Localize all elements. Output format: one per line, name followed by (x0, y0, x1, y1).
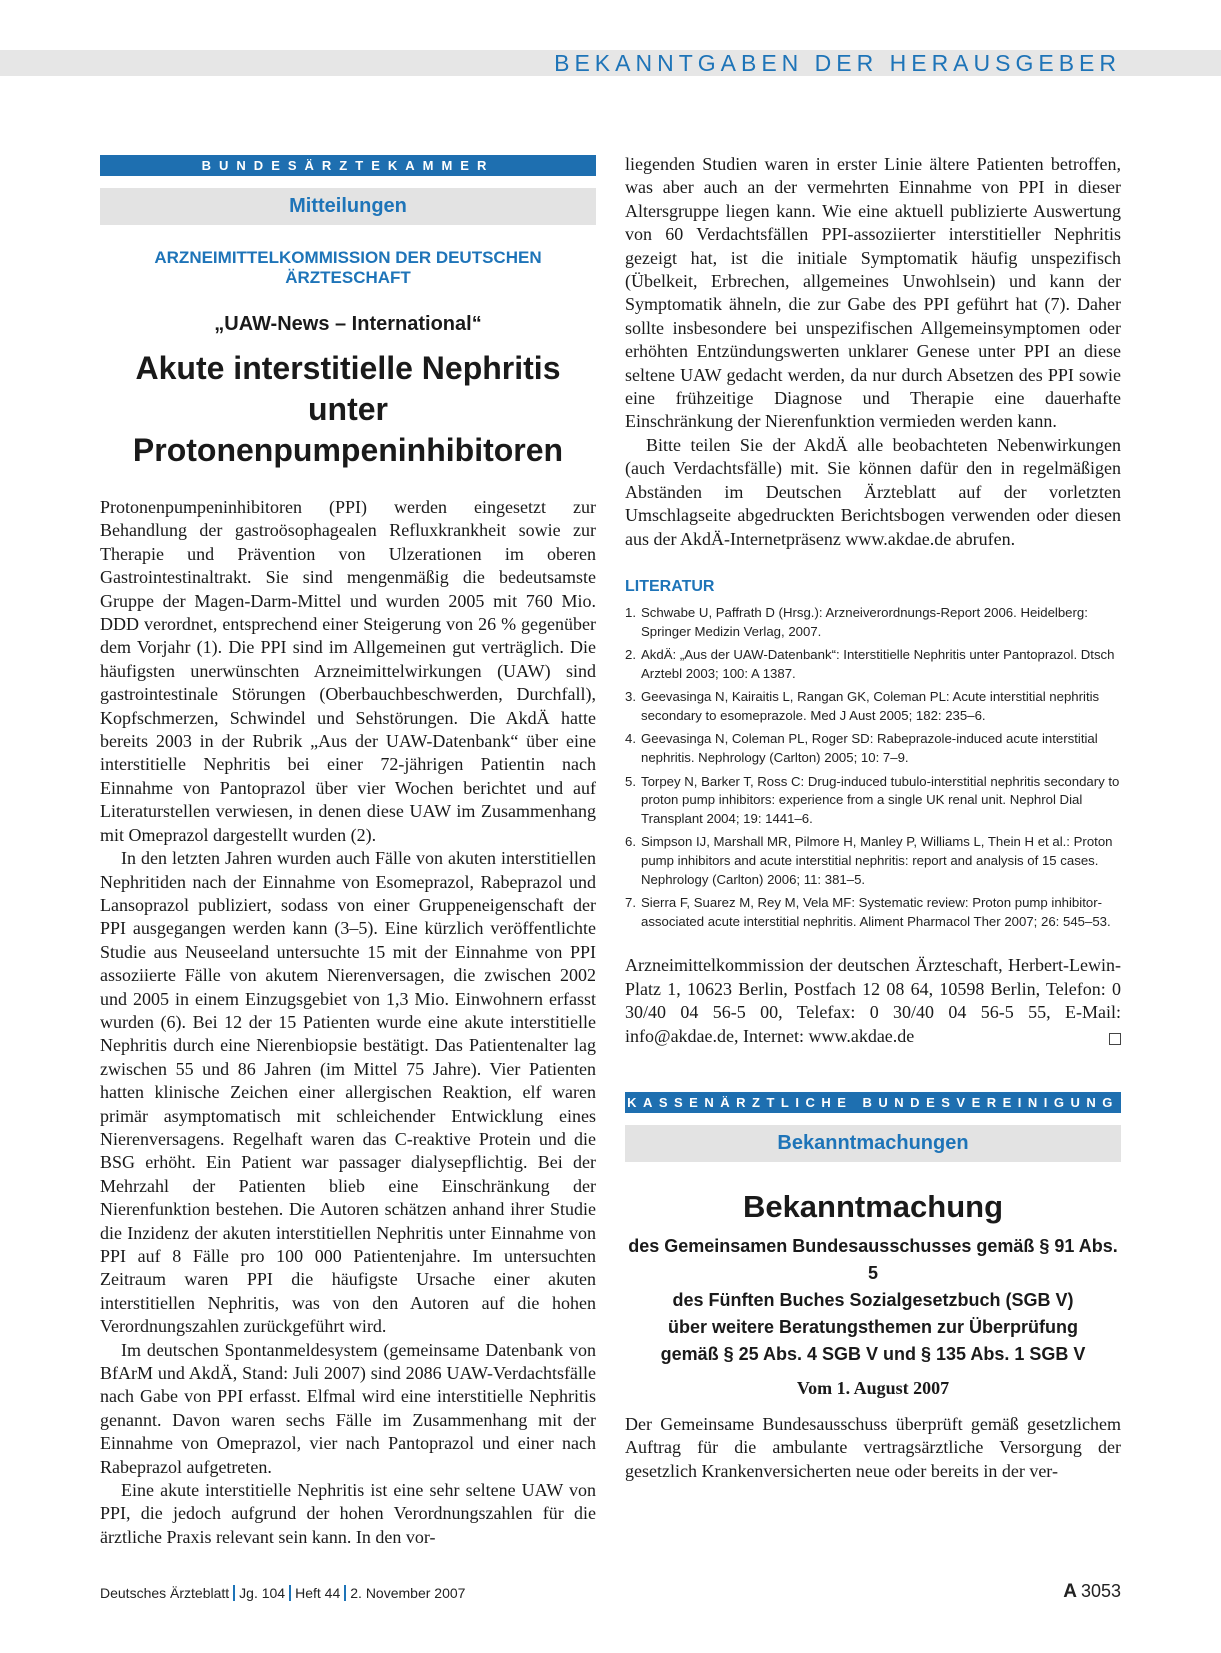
address-text: Arzneimittelkommission der deutschen Ärzteschaft, Herbert-Lewin-Platz 1, 10623 Berlin, Postfach 12 08 64, 10598 Berlin, Telefon: 0 30/40 04 56-5 00, Telefax: 0 30/40 04 56-5 55, E-Mail: info@akdae.de, Internet: www.akdae.de (625, 955, 1121, 1046)
article-body (100, 496, 596, 1549)
headline-line-2: Protonenpumpeninhibitoren (132, 432, 564, 468)
org-banner: BUNDESÄRZTEKAMMER (100, 155, 596, 176)
paragraph: Der Gemeinsame Bundesausschuss überprüft gemäß gesetzlichem Auftrag für die ambulante vertragsärztliche Versorgung der gesetzlich Krankenversicherten neue oder bereits in der ver- (625, 1414, 1121, 1481)
page-footer (100, 1585, 465, 1601)
category-banner-kbv: Bekanntmachungen (625, 1125, 1121, 1162)
headline-line-1: Akute interstitielle Nephritis unter (135, 350, 561, 427)
paragraph: In den letzten Jahren wurden auch Fälle von akuten interstitiellen Nephritiden nach der Einnahme von Esomeprazol, Rabeprazol und Lansoprazol publiziert, sodass von einer Gruppeneigenschaft der PPI ausgegangen werden kann (3–5). Eine kürzlich veröffentlichte Studie aus Neuseeland untersuchte 15 mit der Einnahme von PPI assoziierte Fälle von akutem Nierenversagen, die zwischen 2002 und 2005 in einem Einzugsgebiet von 1,3 Mio. Einwohnern erfasst wurden (6). Bei 12 der 15 Patienten wurde eine akute interstitielle Nephritis durch eine Nierenbiopsie bestätigt. Das Patientenalter lag zwischen 55 und 86 Jahren (im Mittel 75 Jahre). Vier Patienten hatten klinische Zeichen einer allergischen Reaktion, elf waren primär asymptomatisch mit schleichender Entwicklung eines Nierenversagens. Regelhaft waren das C-reaktive Protein und die BSG erhöht. Ein Patient war passager dialysepflichtig. Bei der Mehrzahl der Patienten blieb eine Einschränkung der Nierenfunktion bestehen. Die Autoren schätzen anhand ihrer Studie die Inzidenz der akuten interstitiellen Nephritis unter Einnahme von PPI auf 8 Fälle pro 100 000 Patientenjahre. Im untersuchten Zeitraum waren PPI die häufigste Ursache einer akuten interstitiellen Nephritis, was von den Autoren auf die hohen Verordnungszahlen zurückgeführt wird. (100, 848, 596, 1337)
left-column (100, 155, 596, 1549)
notice-section (625, 1092, 1121, 1483)
separator (289, 1585, 291, 1601)
paragraph: liegenden Studien waren in erster Linie ältere Patienten betroffen, was aber auch an der vermehrten Einnahme von PPI in dieser Altersgruppe liegen kann. Wie eine aktuell publizierte Auswertung von 60 Verdachtsfällen PPI-assoziierter interstitieller Nephritis gezeigt hat, ist die initiale Symptomatik häufig unspezifisch (Übelkeit, Erbrechen, allgemeines Unwohlsein) und kann der Symptomatik ähneln, die zur Gabe des PPI geführt hat (7). Daher sollte insbesondere bei unspezifischen Allgemeinsymptomen oder erhöhten Entzündungswerten unklarer Genese unter PPI an diese seltene UAW gedacht werden, da nur durch Absetzen des PPI sowie eine frühzeitige Diagnose und Therapie eine dauerhafte Einschränkung der Nierenfunktion vermieden werden kann. (625, 154, 1121, 432)
paragraph: Protonenpumpeninhibitoren (PPI) werden eingesetzt zur Behandlung der gastroösophagealen Refluxkrankheit sowie zur Therapie und Prävention von Ulzerationen im oberen Gastrointestinaltrakt. Sie sind mengenmäßig die bedeutsamste Gruppe der Magen-Darm-Mittel und wurden 2005 mit 760 Mio. DDD verordnet, entsprechend einer Steigerung von 26 % gegenüber dem Vorjahr (1). Die PPI sind im Allgemeinen gut verträglich. Die häufigsten unerwünschten Arzneimittelwirkungen (UAW) sind gastrointestinale Störungen (Oberbauchbeschwerden, Durchfall), Kopfschmerzen, Schwindel und Sehstörungen. Die AkdÄ hatte bereits 2003 in der Rubrik „Aus der UAW-Datenbank“ über eine interstitielle Nephritis bei einer 72-jährigen Patientin nach Einnahme von Pantoprazol über vier Wochen berichtet und auf Literaturstellen verwiesen, in denen diese UAW im Zusammenhang mit Omeprazol dargestellt wurden (2). (100, 497, 596, 845)
paragraph: Im deutschen Spontanmeldesystem (gemeinsame Datenbank von BfArM und AkdÄ, Stand: Juli 2007) sind 2086 UAW-Verdachtsfälle nach Gabe von PPI erfasst. Elfmal wird eine interstitielle Nephritis genannt. Davon waren sechs Fälle im Zusammenhang mit der Einnahme von Omeprazol, vier nach Pantoprazol und einer nach Rabeprazol aufgetreten. (100, 1339, 596, 1477)
notice-date: Vom 1. August 2007 (796, 1378, 950, 1399)
reference-item: 5. Torpey N, Barker T, Ross C: Drug-induced tubulo-interstitial nephritis secondary to proton pump inhibitors: experience from a single UK renal unit. Nephrol Dial Transplant 2004; 19: 1441–6. (625, 773, 1120, 826)
reference-item: 3. Geevasinga N, Kairaitis L, Rangan GK, Coleman PL: Acute interstitial nephritis secondary to esomeprazole. Med J Aust 2005; 182: 235–6. (625, 689, 1100, 723)
contact-address (625, 954, 1121, 1048)
org-banner-kbv: KASSENÄRZTLICHE BUNDESVEREINIGUNG (625, 1092, 1121, 1113)
journal-volume: Jg. 104 (239, 1585, 286, 1601)
reference-list (625, 604, 1121, 932)
page-number (1063, 1581, 1121, 1603)
journal-issue: Heft 44 (295, 1585, 341, 1601)
right-column (625, 153, 1121, 1483)
notice-subtitle-line: über weitere Beratungsthemen zur Überprüfung (667, 1317, 1079, 1338)
notice-body (625, 1413, 1121, 1483)
section-title: BEKANNTGABEN DER HERAUSGEBER (554, 50, 1121, 76)
notice-title: Bekanntmachung (742, 1189, 1004, 1225)
end-mark-icon (1109, 1033, 1121, 1045)
paragraph: Bitte teilen Sie der AkdÄ alle beobachteten Nebenwirkungen (auch Verdachtsfälle) mit. Sie können dafür den in regelmäßigen Abständen im Deutschen Ärzteblatt auf der vorletzten Umschlagseite abgedruckten Berichtsbogen verwenden oder diesen aus der AkdÄ-Internetpräsenz www.akdae.de abrufen. (625, 434, 1121, 549)
article-body-continued (625, 153, 1121, 551)
notice-subtitle-line: gemäß § 25 Abs. 4 SGB V und § 135 Abs. 1 SGB V (660, 1344, 1086, 1365)
literature-heading: LITERATUR (625, 577, 715, 595)
notice-subtitle-line: des Fünften Buches Sozialgesetzbuch (SGB V) (672, 1290, 1074, 1311)
notice-subtitle (625, 1233, 1121, 1368)
reference-item: 6. Simpson IJ, Marshall MR, Pilmore H, Manley P, Williams L, Thein H et al.: Proton pump inhibitors and acute interstitial nephritis: report and analysis of 15 cases. Nephrology (Carlton) 2006; 11: 381–5. (625, 834, 1113, 887)
section-header-bar (0, 50, 1221, 76)
reference-item: 4. Geevasinga N, Coleman PL, Roger SD: Rabeprazole-induced acute interstitial nephritis. Nephrology (Carlton) 2005; 10: 7–9. (625, 731, 1098, 766)
separator (344, 1585, 346, 1601)
separator (233, 1585, 235, 1601)
paragraph: Eine akute interstitielle Nephritis ist eine sehr seltene UAW von PPI, die jedoch aufgrund der hohen Verordnungszahlen für die ärztliche Praxis relevant sein kann. In den vor- (100, 1480, 596, 1547)
reference-item: 7. Sierra F, Suarez M, Rey M, Vela MF: Systematic review: Proton pump inhibitor-associated acute interstitial nephritis. Aliment Pharmacol Ther 2007; 26: 545–53. (625, 895, 1111, 929)
article-kicker: ARZNEIMITTELKOMMISSION DER DEUTSCHEN ÄRZTESCHAFT (154, 248, 542, 287)
notice-subtitle-line: des Gemeinsamen Bundesausschusses gemäß § 91 Abs. 5 (628, 1236, 1118, 1284)
article-headline (100, 348, 596, 471)
article-overline: „UAW-News – International“ (214, 313, 482, 335)
journal-name: Deutsches Ärzteblatt (100, 1585, 230, 1601)
reference-item: 1. Schwabe U, Paffrath D (Hrsg.): Arzneiverordnungs-Report 2006. Heidelberg: Springer Medizin Verlag, 2007. (625, 604, 1088, 639)
reference-item: 2. AkdÄ: „Aus der UAW-Datenbank“: Interstitielle Nephritis unter Pantoprazol. Dtsch Arztebl 2003; 100: A 1387. (625, 647, 1115, 681)
page-value: 3053 (1080, 1581, 1121, 1601)
category-banner: Mitteilungen (100, 188, 596, 225)
issue-date: 2. November 2007 (350, 1585, 466, 1601)
page-prefix: A (1063, 1581, 1077, 1602)
